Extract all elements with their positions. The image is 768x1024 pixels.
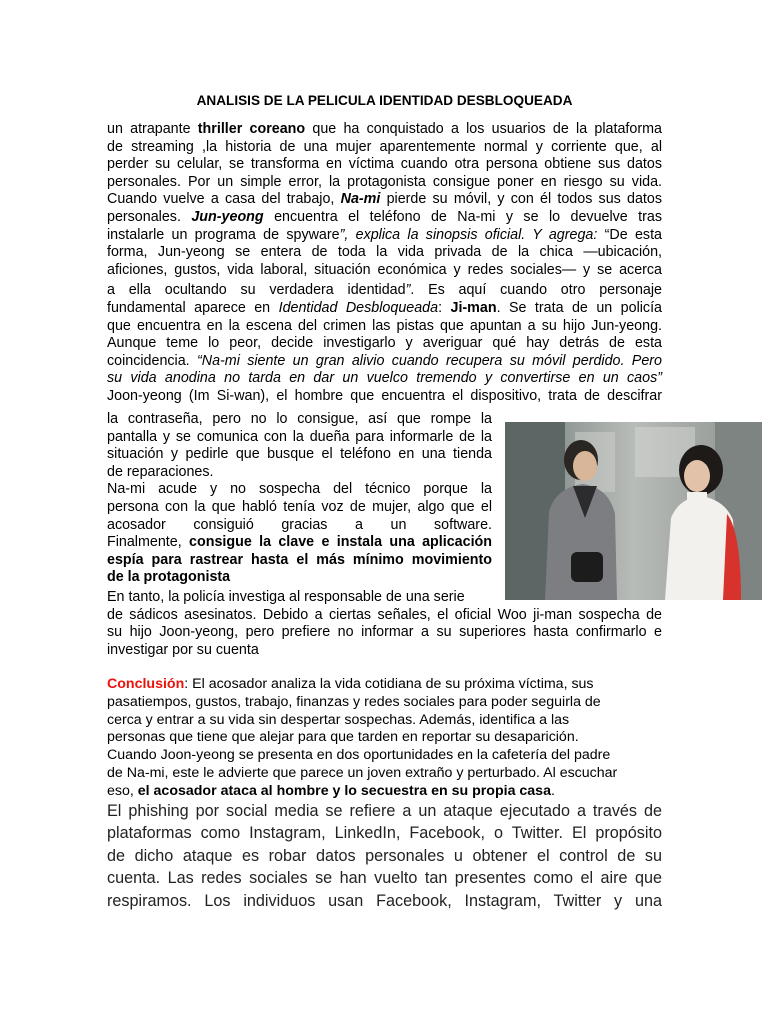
text-line: pasatiempos, gustos, trabajo, finanzas y redes sociales para poder seguirla de: [107, 693, 601, 710]
text-line: Na-mi acude y no sospecha del técnico porque la: [107, 481, 492, 498]
text-line: fundamental aparece en Identidad Desbloqueada: Ji-man. Se trata de un policía: [107, 299, 662, 316]
phishing-paragraph: [107, 800, 662, 912]
movie-still-image: [505, 422, 762, 600]
intro-paragraph: [107, 121, 662, 406]
text-line: plataformas como Instagram, LinkedIn, Facebook, o Twitter. El propósito: [107, 824, 662, 843]
text-line: de streaming ,la historia de una mujer aparentemente normal y corriente que, al: [107, 138, 662, 155]
text-line: En tanto, la policía investiga al responsable de una serie: [107, 589, 465, 605]
text-line: Aunque teme lo peor, decide investigarlo y averiguar qué hay detrás de esta: [107, 335, 662, 352]
text-line: de Na-mi, este le advierte que parece un joven extraño y perturbado. Al escuchar: [107, 764, 618, 781]
text-line: forma, Jun-yeong se entera de toda la vida privada de la chica —ubicación,: [107, 244, 662, 261]
text-line: su hijo Joon-yeong, pero prefiere no informar a su superiores hasta confirmarlo e: [107, 624, 662, 641]
text-line: respiramos. Los individuos usan Facebook, Instagram, Twitter y una: [107, 891, 662, 910]
text-line: eso, el acosador ataca al hombre y lo secuestra en su propia casa.: [107, 782, 555, 799]
conclusion-paragraph: [107, 676, 662, 801]
text-line: Joon-yeong (Im Si-wan), el hombre que encuentra el dispositivo, trata de descifrar: [107, 387, 662, 404]
text-line: Cuando Joon-yeong se presenta en dos oportunidades en la cafetería del padre: [107, 747, 611, 764]
text-line: pantalla y se comunica con la dueña para informarle de la: [107, 428, 492, 445]
text-line: personales. Jun-yeong encuentra el teléfono de Na-mi y se lo devuelve tras: [107, 208, 663, 225]
text-line: Conclusión: El acosador analiza la vida cotidiana de su próxima víctima, sus: [107, 676, 594, 692]
text-line: su vida anodina no tarda en dar un vuelco tremendo y convertirse en un caos”: [107, 370, 662, 387]
text-line: personas que tiene que alejar para que tarden en reportar su desaparición.: [107, 729, 579, 746]
text-line: aficiones, gustos, vida laboral, situación económica y redes sociales— y se acerca: [107, 261, 662, 278]
text-line: acosador consiguió gracias a un software.: [107, 516, 492, 533]
text-line: de la protagonista: [107, 569, 231, 586]
text-line: personales. Por un simple error, la protagonista consigue poner en riesgo su vida.: [107, 173, 662, 190]
text-line: situación y pedirle que busque el teléfono en una tienda: [107, 446, 492, 463]
text-line: de reparaciones.: [107, 463, 214, 480]
text-line: investigar por su cuenta: [107, 641, 259, 658]
side-paragraph: [107, 411, 492, 587]
text-line: El phishing por social media se refiere a un ataque ejecutado a través de: [107, 802, 662, 820]
text-line: coincidencia. “Na-mi siente un gran alivio cuando recupera su móvil perdido. Pero: [107, 352, 662, 369]
text-line: perder su celular, se transforma en víctima cuando otra persona obtiene sus datos: [107, 156, 662, 173]
continuation-paragraph: [107, 589, 662, 659]
text-line: espía para rastrear hasta el más mínimo movimiento: [107, 551, 492, 568]
text-line: de dicho ataque es robar datos personales u obtener el control de su: [107, 846, 662, 865]
text-line: de sádicos asesinatos. Debido a ciertas señales, el oficial Woo ji-man sospecha de: [107, 606, 662, 623]
conclusion-label: Conclusión: [107, 676, 185, 692]
text-line: instalarle un programa de spyware”, explica la sinopsis oficial. Y agrega: “De esta: [107, 226, 662, 243]
text-line: cuenta. Las redes sociales se han vuelto tan presentes como el aire que: [107, 869, 662, 888]
document-title: ANALISIS DE LA PELICULA IDENTIDAD DESBLOQUEADA: [196, 93, 573, 108]
text-line: a ella ocultando su verdadera identidad”. Es aquí cuando otro personaje: [107, 282, 662, 299]
text-line: un atrapante thriller coreano que ha conquistado a los usuarios de la plataforma: [107, 121, 662, 137]
text-line: la contraseña, pero no lo consigue, así que rompe la: [107, 411, 492, 427]
text-line: cerca y entrar a su vida sin despertar sospechas. Además, identifica a las: [107, 711, 570, 728]
text-line: persona con la que habló tenía voz de mujer, algo que el: [107, 498, 492, 515]
text-line: que encuentra en la escena del crimen las pistas que apuntan a su hijo Jun-yeong.: [107, 317, 662, 334]
text-line: Cuando vuelve a casa del trabajo, Na-mi pierde su móvil, y con él todos sus datos: [107, 191, 662, 208]
text-line: Finalmente, consigue la clave e instala una aplicación: [107, 534, 493, 551]
